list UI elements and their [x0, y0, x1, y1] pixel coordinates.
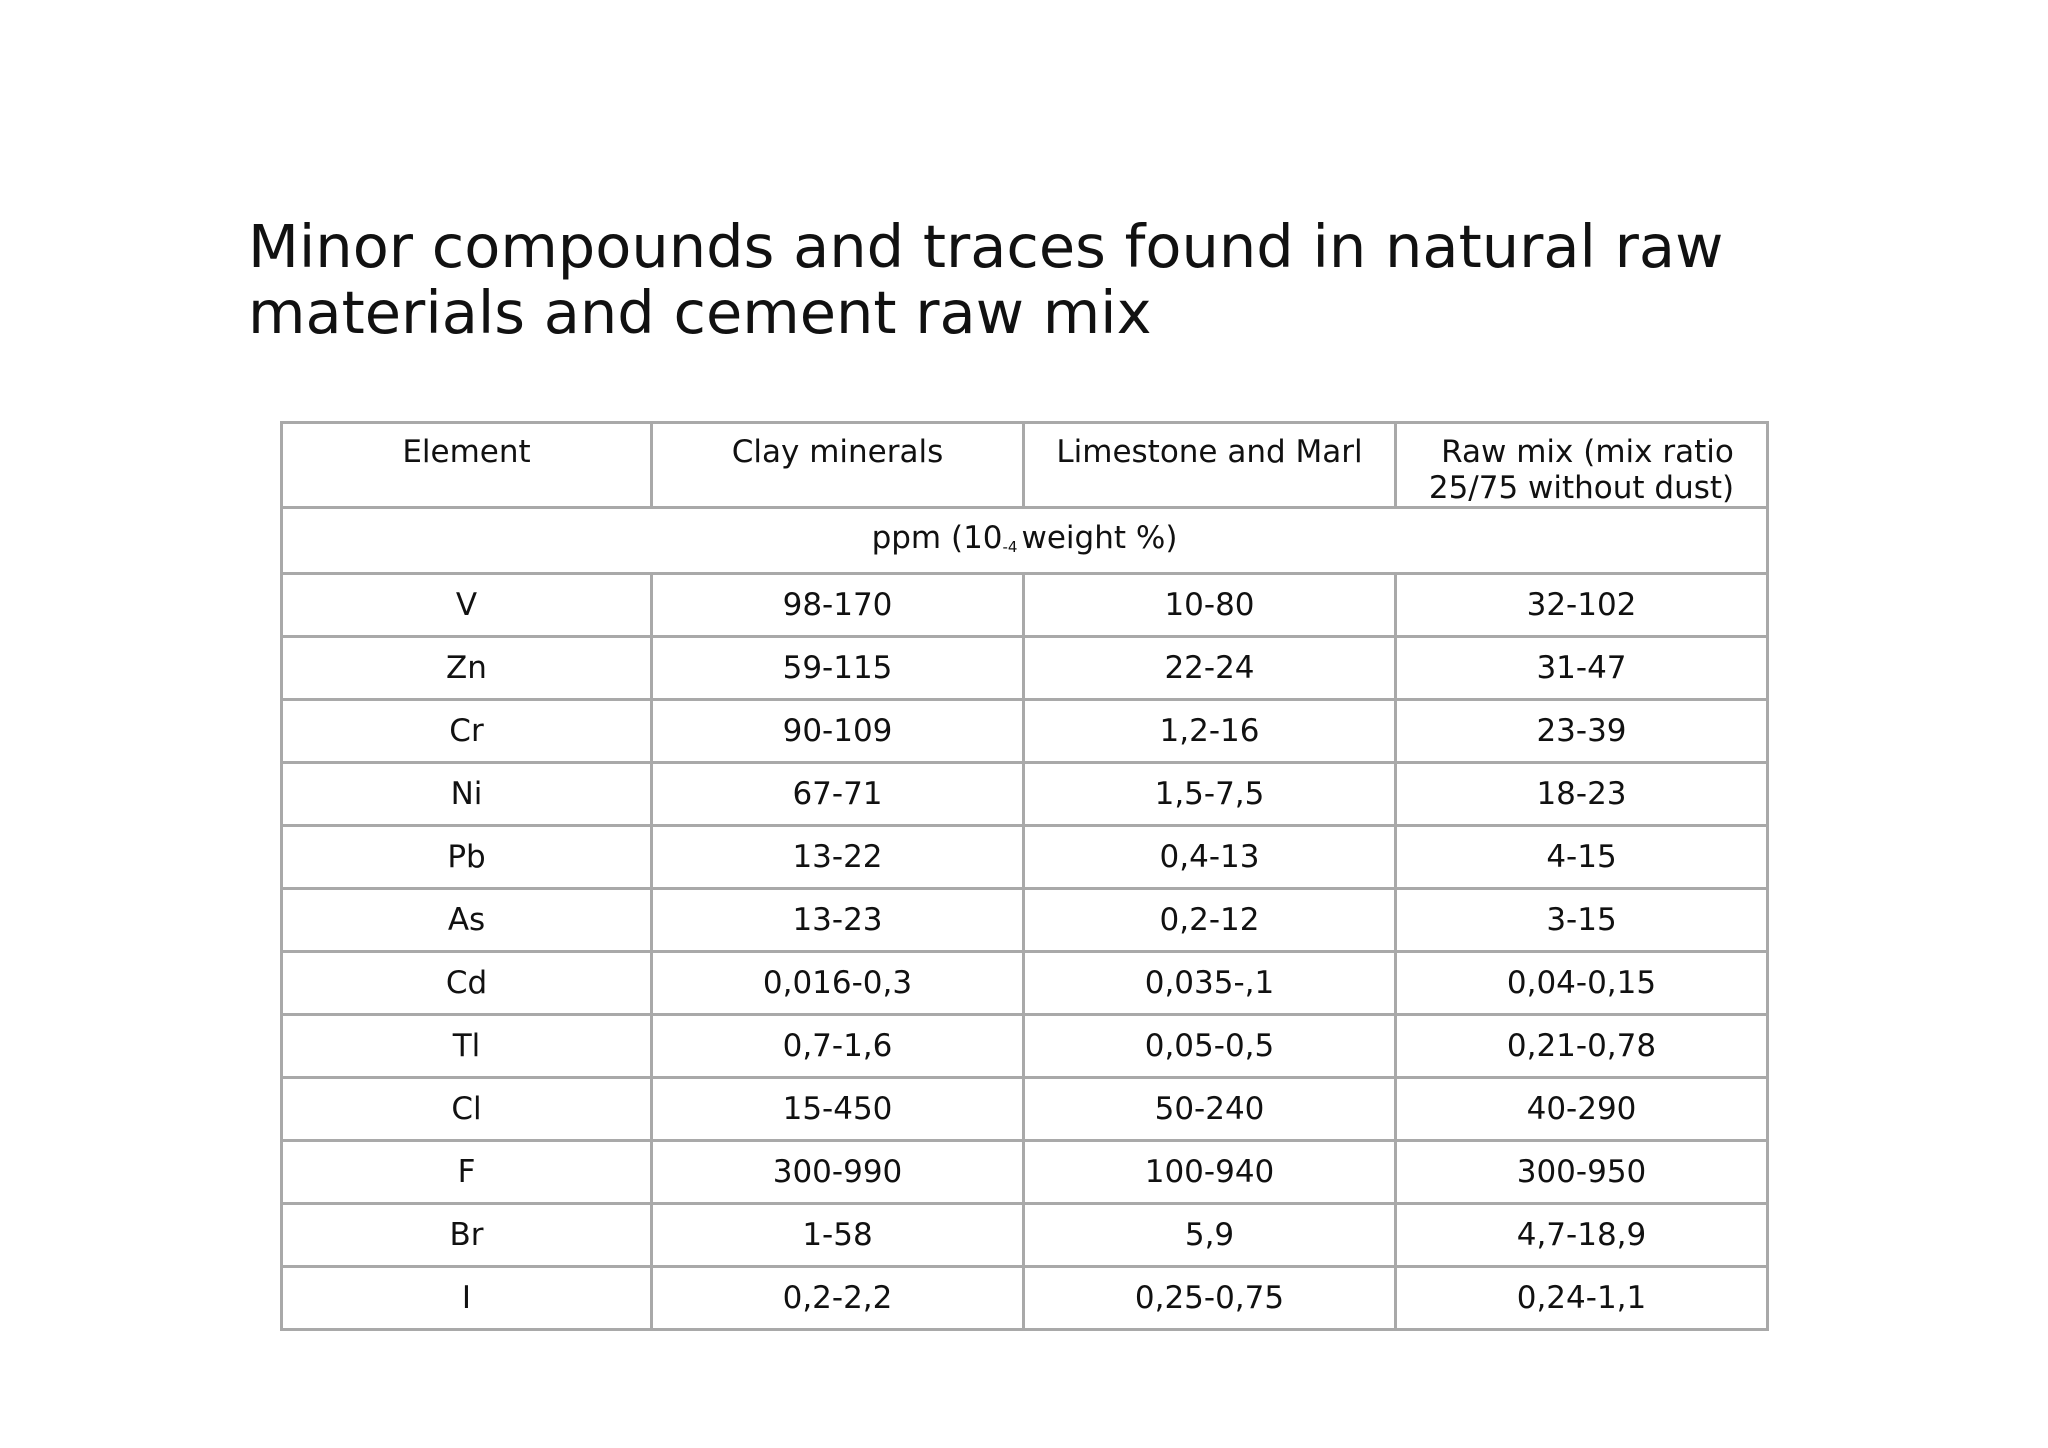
cell-element: Zn: [282, 637, 652, 700]
header-clay-minerals-label: Clay minerals: [731, 434, 944, 470]
cell-clay-minerals: 1-58: [652, 1204, 1024, 1267]
header-limestone-marl-label: Limestone and Marl: [1056, 434, 1363, 470]
cell-element: Tl: [282, 1015, 652, 1078]
cell-clay-minerals: 59-115: [652, 637, 1024, 700]
cell-clay-minerals: 13-22: [652, 826, 1024, 889]
cell-clay-minerals: 98-170: [652, 574, 1024, 637]
cell-element: Br: [282, 1204, 652, 1267]
cell-element: Ni: [282, 763, 652, 826]
cell-raw-mix: 0,04-0,15: [1396, 952, 1768, 1015]
cell-clay-minerals: 90-109: [652, 700, 1024, 763]
table-header-row: [282, 423, 1768, 508]
table-row: [282, 952, 1768, 1015]
unit-row: [282, 508, 1768, 574]
header-element: [282, 423, 652, 508]
cell-limestone-marl: 22-24: [1024, 637, 1396, 700]
cell-limestone-marl: 0,4-13: [1024, 826, 1396, 889]
trace-elements-table: [280, 421, 1769, 1331]
cell-limestone-marl: 100-940: [1024, 1141, 1396, 1204]
cell-element: Cd: [282, 952, 652, 1015]
cell-limestone-marl: 0,035-,1: [1024, 952, 1396, 1015]
table-row: [282, 1141, 1768, 1204]
table-row: [282, 1015, 1768, 1078]
cell-element: V: [282, 574, 652, 637]
unit-suffix: weight %): [1021, 519, 1178, 556]
header-raw-mix-label: Raw mix (mix ratio 25/75 without dust): [1428, 434, 1735, 506]
cell-clay-minerals: 300-990: [652, 1141, 1024, 1204]
cell-limestone-marl: 1,5-7,5: [1024, 763, 1396, 826]
cell-raw-mix: 4-15: [1396, 826, 1768, 889]
header-raw-mix: [1396, 423, 1768, 508]
cell-limestone-marl: 5,9: [1024, 1204, 1396, 1267]
unit-cell: [282, 508, 1768, 574]
cell-clay-minerals: 67-71: [652, 763, 1024, 826]
cell-raw-mix: 18-23: [1396, 763, 1768, 826]
cell-limestone-marl: 50-240: [1024, 1078, 1396, 1141]
cell-element: As: [282, 889, 652, 952]
table-row: [282, 889, 1768, 952]
cell-raw-mix: 0,24-1,1: [1396, 1267, 1768, 1330]
cell-raw-mix: 3-15: [1396, 889, 1768, 952]
slide-title: Minor compounds and traces found in natural raw materials and cement raw mix: [248, 212, 1724, 347]
unit-exponent: -4: [1002, 537, 1018, 556]
header-clay-minerals: [652, 423, 1024, 508]
cell-clay-minerals: 0,016-0,3: [652, 952, 1024, 1015]
cell-raw-mix: 300-950: [1396, 1141, 1768, 1204]
table-row: [282, 826, 1768, 889]
unit-prefix: ppm (10: [871, 519, 1003, 556]
cell-element: F: [282, 1141, 652, 1204]
cell-raw-mix: 31-47: [1396, 637, 1768, 700]
table-row: [282, 637, 1768, 700]
cell-raw-mix: 23-39: [1396, 700, 1768, 763]
cell-raw-mix: 32-102: [1396, 574, 1768, 637]
cell-raw-mix: 0,21-0,78: [1396, 1015, 1768, 1078]
cell-limestone-marl: 10-80: [1024, 574, 1396, 637]
cell-element: Pb: [282, 826, 652, 889]
table-row: [282, 700, 1768, 763]
cell-element: I: [282, 1267, 652, 1330]
table-row: [282, 1078, 1768, 1141]
cell-clay-minerals: 13-23: [652, 889, 1024, 952]
table-row: [282, 1267, 1768, 1330]
cell-limestone-marl: 0,2-12: [1024, 889, 1396, 952]
cell-limestone-marl: 1,2-16: [1024, 700, 1396, 763]
cell-element: Cr: [282, 700, 652, 763]
header-limestone-marl: [1024, 423, 1396, 508]
table-row: [282, 574, 1768, 637]
cell-raw-mix: 40-290: [1396, 1078, 1768, 1141]
cell-limestone-marl: 0,05-0,5: [1024, 1015, 1396, 1078]
table-row: [282, 1204, 1768, 1267]
table-body: [282, 574, 1768, 1330]
cell-clay-minerals: 0,2-2,2: [652, 1267, 1024, 1330]
cell-raw-mix: 4,7-18,9: [1396, 1204, 1768, 1267]
cell-limestone-marl: 0,25-0,75: [1024, 1267, 1396, 1330]
header-element-label: Element: [402, 434, 531, 470]
cell-clay-minerals: 0,7-1,6: [652, 1015, 1024, 1078]
table-row: [282, 763, 1768, 826]
cell-element: Cl: [282, 1078, 652, 1141]
cell-clay-minerals: 15-450: [652, 1078, 1024, 1141]
